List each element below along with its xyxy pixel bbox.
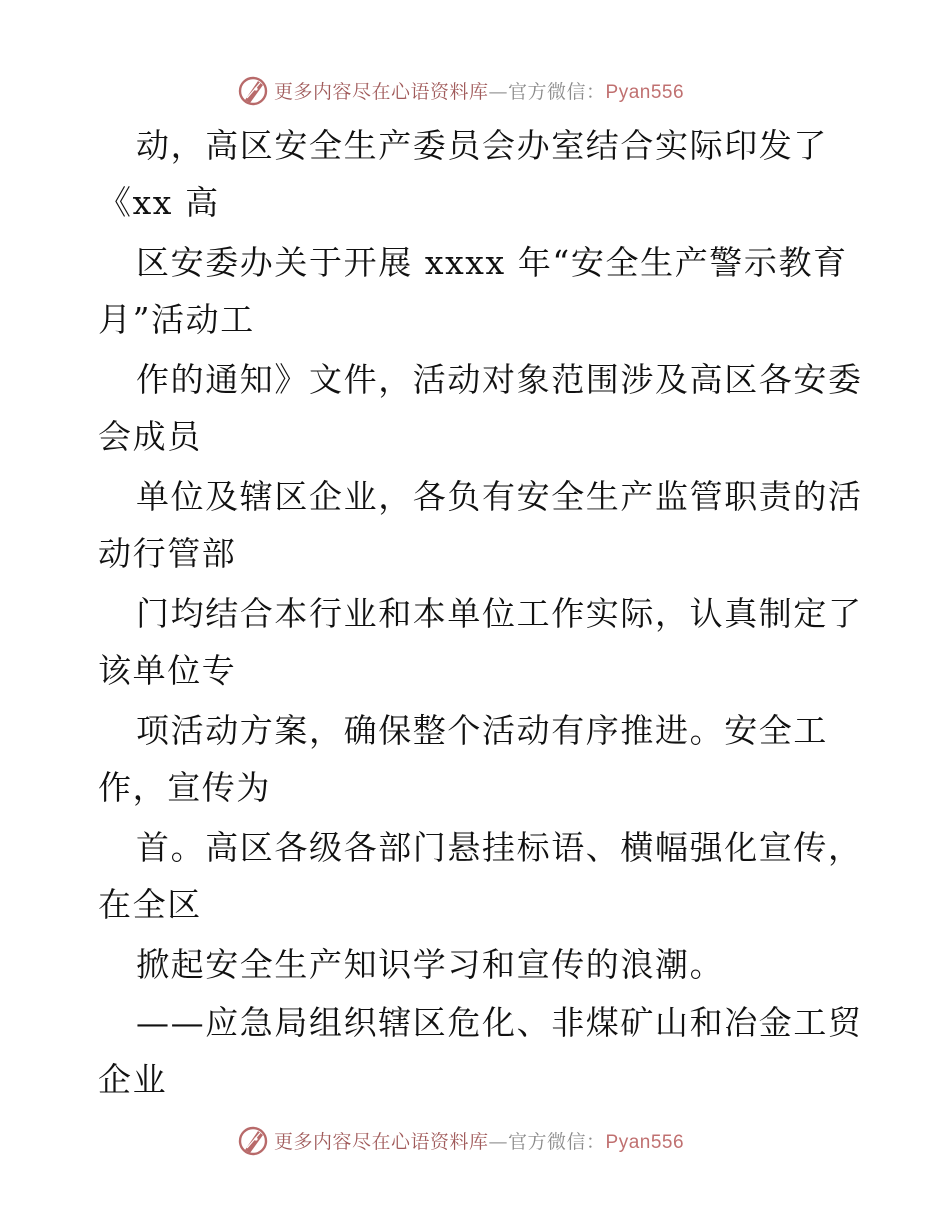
watermark-brand: 更多内容尽在心语资料库 bbox=[274, 80, 489, 103]
watermark-id: Pyan556 bbox=[605, 1131, 685, 1153]
pen-nib-icon bbox=[236, 73, 270, 107]
pen-nib-icon bbox=[236, 1123, 270, 1157]
body-line: 动，高区安全生产委员会办室结合实际印发了 bbox=[136, 126, 828, 165]
body-line: 在全区 bbox=[98, 885, 202, 924]
body-line: 区安委办关于开展 xxxx 年“安全生产警示教育 bbox=[136, 243, 848, 282]
body-line: 作，宣传为 bbox=[98, 768, 271, 807]
body-line: 会成员 bbox=[98, 417, 202, 456]
body-line: 掀起安全生产知识学习和宣传的浪潮。 bbox=[136, 945, 725, 984]
header-watermark bbox=[236, 72, 684, 108]
watermark-id: Pyan556 bbox=[605, 81, 685, 103]
body-line: 企业 bbox=[98, 1060, 168, 1099]
body-line: 首。高区各级各部门悬挂标语、横幅强化宣传， bbox=[136, 828, 863, 867]
body-line: 月”活动工 bbox=[98, 300, 255, 339]
body-line: 作的通知》文件，活动对象范围涉及高区各安委 bbox=[136, 360, 863, 399]
watermark-label: 官方微信： bbox=[508, 1130, 606, 1153]
watermark-brand: 更多内容尽在心语资料库 bbox=[274, 1130, 489, 1153]
body-line: 门均结合本行业和本单位工作实际，认真制定了 bbox=[136, 594, 863, 633]
watermark-label: 官方微信： bbox=[508, 80, 606, 103]
body-line: 动行管部 bbox=[98, 534, 237, 573]
body-line: ——应急局组织辖区危化、非煤矿山和冶金工贸 bbox=[136, 1003, 863, 1042]
watermark-separator: — bbox=[488, 80, 509, 103]
body-line: 该单位专 bbox=[98, 651, 237, 690]
footer-watermark bbox=[236, 1122, 684, 1158]
body-line: 《xx 高 bbox=[98, 183, 220, 222]
body-line: 项活动方案，确保整个活动有序推进。安全工 bbox=[136, 711, 828, 750]
body-line: 单位及辖区企业，各负有安全生产监管职责的活 bbox=[136, 477, 863, 516]
watermark-separator: — bbox=[488, 1130, 509, 1153]
